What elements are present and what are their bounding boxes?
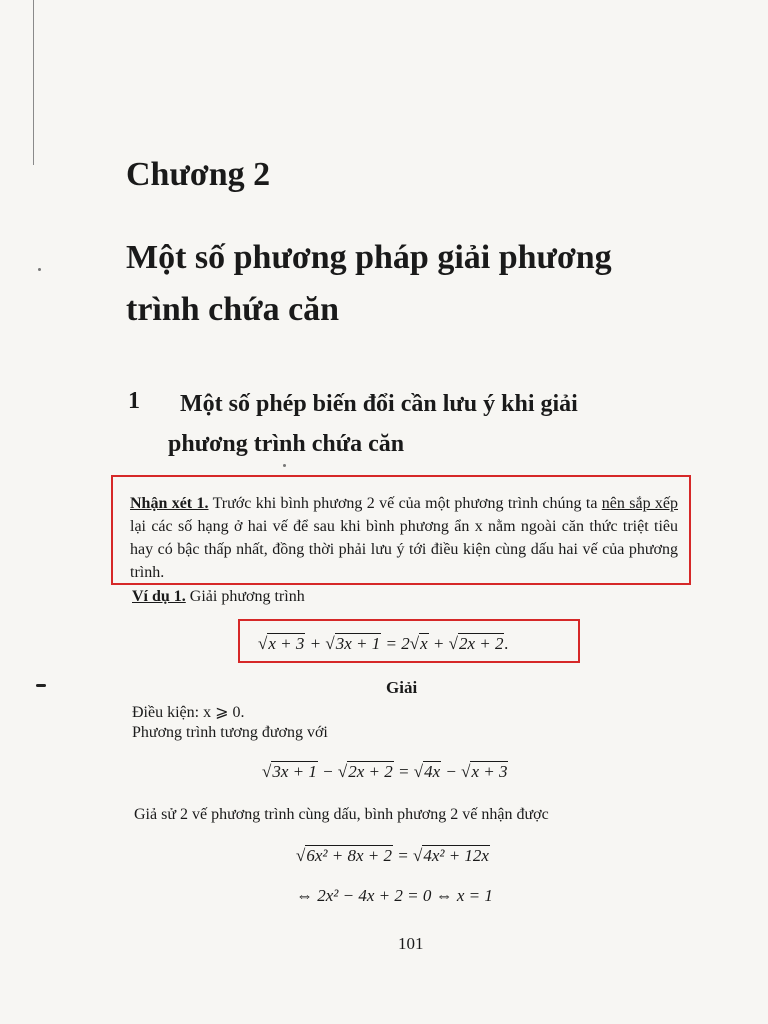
section-title (168, 384, 578, 464)
remark-underlined: nên sắp xếp (601, 495, 679, 512)
scan-speck (38, 268, 41, 271)
example-line (132, 588, 305, 606)
scan-edge-line (33, 0, 34, 165)
solution-equation: ⇔ 2x² − 4x + 2 = 0 ⇔ x = 1 (296, 886, 493, 905)
page-number: 101 (398, 934, 424, 953)
section-title-line1: Một số phép biến đổi cần lưu ý khi giải (180, 391, 578, 417)
remark-paragraph (130, 492, 678, 584)
section-title-line2: phương trình chứa căn (168, 431, 405, 457)
condition-line: Điều kiện: x ⩾ 0. (132, 704, 245, 721)
example-label: Ví dụ 1. (132, 588, 186, 605)
main-equation: √x + 3 + √3x + 1 = 2√x + √2x + 2. (258, 634, 509, 653)
squared-equation: √6x² + 8x + 2 = √4x² + 12x (296, 846, 489, 865)
chapter-title-line1: Một số phương pháp giải phương (126, 239, 612, 276)
chapter-heading: Chương 2 (126, 156, 271, 193)
solution-heading: Giải (386, 678, 418, 697)
chapter-title-line2: trình chứa căn (126, 291, 340, 328)
scan-mark (36, 684, 46, 687)
example-text: Giải phương trình (185, 588, 305, 605)
remark-label: Nhận xét 1. (130, 495, 209, 512)
rearranged-equation: √3x + 1 − √2x + 2 = √4x − √x + 3 (262, 762, 508, 781)
assumption-line: Giả sử 2 vế phương trình cùng dấu, bình phương 2 vế nhận được (134, 806, 549, 823)
remark-text-a: Trước khi bình phương 2 vế của một phương trình chúng ta (208, 495, 602, 512)
section-number: 1 (128, 388, 140, 414)
chapter-title (126, 232, 612, 336)
scan-speck (283, 464, 286, 467)
equivalent-intro: Phương trình tương đương với (132, 724, 328, 741)
remark-text-b: lại các số hạng ở hai vế để sau khi bình phương ẩn x nằm ngoài căn thức triệt tiêu hay có bậc thấp nhất, đồng thời phải lưu ý tới điều kiện cùng dấu hai vế của phương trình. (130, 518, 678, 581)
